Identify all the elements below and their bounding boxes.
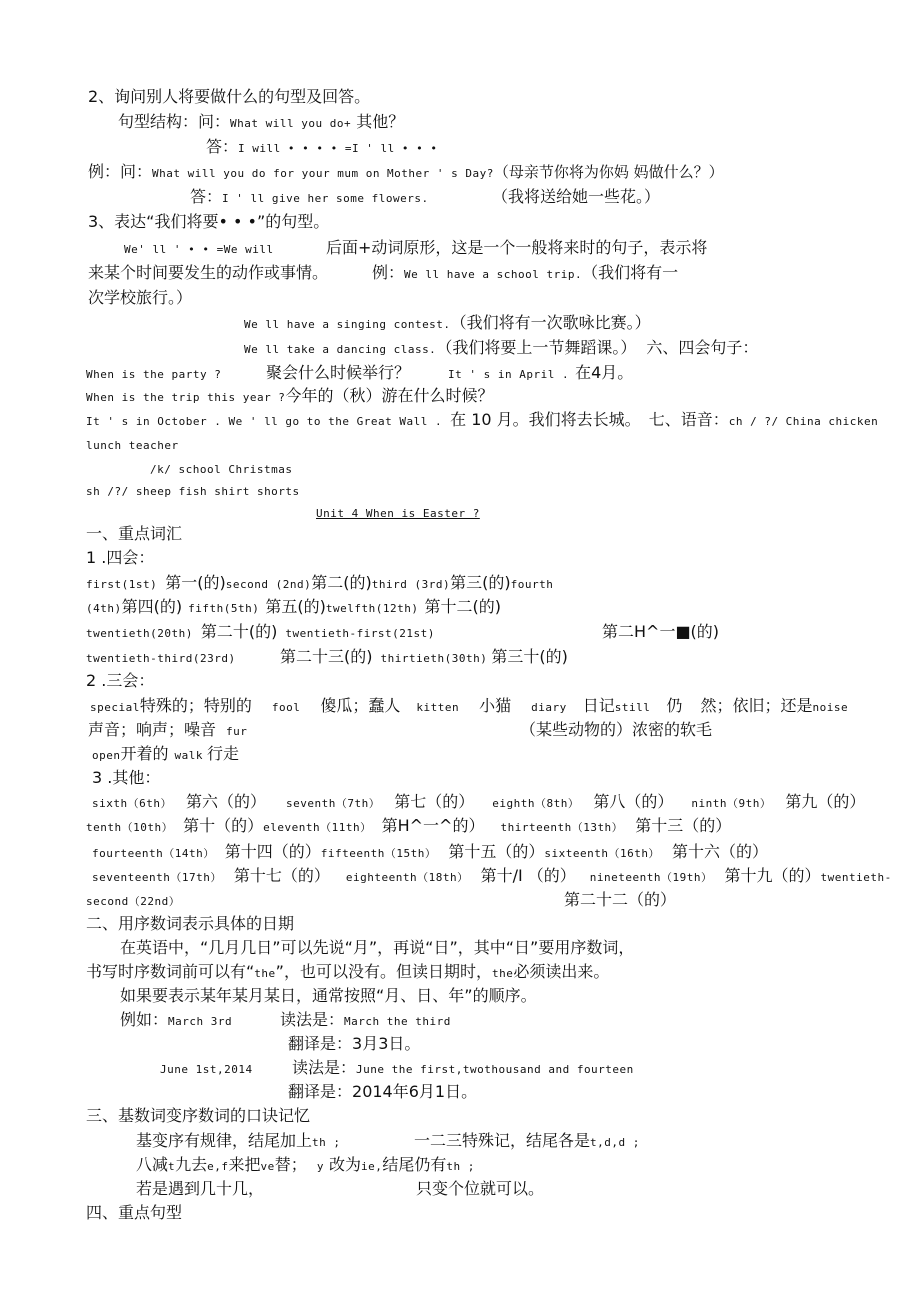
text: 在英语中，“几月几日”可以先说“月”，再说“日”，其中“日”要用序数词，: [120, 938, 635, 957]
english-text: March the third: [344, 1015, 451, 1028]
meaning: 第十二(的): [424, 597, 501, 616]
word: fourteenth（14th）: [92, 847, 215, 860]
dates-paragraph-1: [120, 938, 634, 958]
translation: 在4月。: [575, 363, 634, 382]
word: walk: [174, 749, 204, 762]
text: 句型结构：问：: [118, 112, 231, 131]
english-text: What will you do for your mum on Mother ' s Day?: [152, 167, 494, 180]
english-text: What will you do+: [230, 117, 352, 130]
text: 二、用序数词表示具体的日期: [86, 914, 295, 933]
text: 答：: [206, 137, 239, 156]
vocab-line-6-meaning: [520, 720, 712, 740]
date-example-1-reading: [280, 1010, 451, 1032]
meaning: 第三(的): [450, 573, 511, 592]
english-text: It ' s in April .: [448, 368, 570, 381]
text: 读法是：: [280, 1010, 345, 1029]
text: 2014年6月1日。: [352, 1082, 478, 1101]
example-question-line: [88, 162, 724, 184]
we-will-example-cont: [88, 288, 192, 308]
english-text: We' ll ' • • =We will: [124, 243, 274, 256]
english-text: ie,: [361, 1160, 383, 1173]
word: second（22nd）: [86, 895, 181, 908]
vocab-line-4-rest: [280, 647, 568, 669]
mnemonic-line-1b: [414, 1131, 640, 1153]
english-text: It ' s in October . We ' ll go to the Great Wall .: [86, 415, 443, 428]
pattern-answer-line: [206, 137, 437, 159]
date-example-2-reading: [292, 1058, 634, 1080]
text: 如果要表示某年某月某日，通常按照“月、日、年”的顺序。: [120, 986, 537, 1005]
word: twentieth-first(21st): [285, 627, 435, 640]
unit-4-title: Unit 4 When is Easter ?: [316, 507, 480, 520]
ordinal-line-2: [86, 816, 731, 838]
english-text: June 1st,2014: [160, 1063, 253, 1076]
vocab-line-2: [86, 597, 501, 619]
english-text: /k/ school Christmas: [150, 463, 293, 476]
meaning: 小猫: [479, 696, 512, 715]
word: thirteenth（13th）: [500, 821, 624, 834]
meaning: 第一(的): [165, 573, 226, 592]
date-example-2: [160, 1058, 253, 1080]
meaning: 第七（的）: [394, 792, 475, 811]
english-text: June the first,twothousand and fourteen: [356, 1063, 634, 1076]
date-example-2-translation: [288, 1082, 477, 1102]
sentence-april: [448, 363, 633, 385]
word: third (3rd): [371, 578, 451, 591]
translation: 在 10 月。我们将去长城。: [450, 410, 641, 429]
text: 3月3日。: [352, 1034, 421, 1053]
word: first(1st): [86, 578, 158, 591]
heading-mnemonic: [86, 1106, 310, 1126]
vocab-line-3: [86, 622, 435, 644]
text: 四、重点句型: [86, 1203, 183, 1222]
text: 书写时序数词前可以有“: [86, 962, 255, 981]
meaning: 第H^一^的）: [381, 816, 485, 835]
word: fifth(5th): [188, 602, 260, 615]
english-text: th ;: [312, 1136, 341, 1149]
meaning: 第二H^一■(的): [602, 622, 720, 641]
phonics-ch-cont: [86, 434, 179, 456]
word: open: [92, 749, 121, 762]
vocab-line-1: [86, 573, 553, 595]
translation: 聚会什么时候举行？: [266, 363, 411, 382]
text: 翻译是：: [288, 1082, 353, 1101]
english-text: th ;: [446, 1160, 475, 1173]
sentence-october: [86, 410, 878, 432]
word: twelfth(12th): [325, 602, 419, 615]
meaning: 特殊的；特别的: [139, 696, 252, 715]
english-text: y: [316, 1160, 324, 1173]
text: 其他？: [351, 112, 405, 131]
heading-four-skill-sentences: 六、四会句子：: [646, 338, 759, 357]
translation: 次学校旅行。）: [88, 288, 193, 307]
meaning: 第六（的）: [185, 792, 266, 811]
vocab-line-5: [90, 696, 848, 718]
word: noise: [812, 701, 849, 714]
phonics-sh: [86, 480, 300, 502]
phonics-k: [150, 458, 292, 480]
meaning: 第十七（的）: [233, 866, 330, 885]
meaning: 第十/I （的）: [480, 866, 576, 885]
english-text: lunch teacher: [86, 439, 179, 452]
sentence-trip: [86, 386, 493, 408]
english-text: the: [491, 967, 514, 980]
mnemonic-line-3: [136, 1179, 264, 1199]
word: special: [90, 701, 140, 714]
meaning: 然；依旧；还是: [700, 696, 813, 715]
word: seventeenth（17th）: [92, 871, 222, 884]
text: 例如：: [120, 1010, 169, 1029]
example-singing: [244, 313, 651, 335]
text: 一二三特殊记，结尾各是: [414, 1131, 591, 1150]
word: sixteenth（16th）: [544, 847, 660, 860]
meaning: 第二十(的): [200, 622, 278, 641]
word: (4th): [86, 602, 122, 615]
heading-key-sentences: [86, 1203, 182, 1223]
english-text: When is the trip this year ?: [86, 391, 286, 404]
translation: 今年的（秋）游在什么时候？: [285, 386, 494, 405]
text: 翻译是：: [288, 1034, 353, 1053]
word: fur: [226, 725, 248, 738]
translation: （我将送给她一些花。）: [492, 187, 661, 206]
text: 若是遇到几十几，: [136, 1179, 265, 1198]
we-will-explanation-cont: [88, 263, 328, 283]
word: nineteenth（19th）: [589, 871, 713, 884]
meaning: 第四(的): [121, 597, 183, 616]
ordinal-line-1: [92, 792, 865, 814]
text: 替；: [274, 1155, 307, 1174]
english-text: ve: [260, 1160, 275, 1173]
meaning: 第九（的）: [785, 792, 866, 811]
heading-dates: [86, 914, 294, 934]
word: second (2nd): [225, 578, 312, 591]
meaning: 第三十(的): [491, 647, 568, 666]
word: twentieth-: [820, 871, 892, 884]
unit-title: [316, 502, 480, 524]
meaning: 第五(的): [265, 597, 326, 616]
text: 基变序有规律，结尾加上: [136, 1131, 313, 1150]
example-answer-translation: [492, 187, 660, 207]
text: 改为: [323, 1155, 362, 1174]
text: 后面+动词原形，这是一个一般将来时的句子，表示将: [326, 238, 708, 257]
vocab-line-6: [88, 720, 247, 742]
vocab-line-3-meaning: [602, 622, 719, 642]
heading-four-skill: [86, 548, 154, 568]
text: 必须读出来。: [513, 962, 610, 981]
text: 例：: [372, 263, 405, 282]
meaning: 第十三（的）: [635, 816, 732, 835]
ordinal-line-5: [86, 890, 180, 912]
heading-others: [92, 768, 160, 788]
heading-we-will: [88, 212, 329, 232]
meaning: 第十六（的）: [671, 842, 768, 861]
text: 2 .三会：: [86, 671, 155, 690]
english-text: e,f: [207, 1160, 229, 1173]
date-example-1: [120, 1010, 232, 1032]
text: 三、基数词变序数词的口诀记忆: [86, 1106, 311, 1125]
dates-paragraph-2: [86, 962, 609, 984]
word: twentieth-third(23rd): [86, 652, 236, 665]
text: 读法是：: [292, 1058, 357, 1077]
word: still: [614, 701, 651, 714]
english-text: We ll take a dancing class.: [244, 343, 437, 356]
word: seventh（7th）: [286, 797, 381, 810]
translation: （我们将有一: [582, 263, 679, 282]
sentence-party: [86, 363, 221, 385]
mnemonic-line-3b: [416, 1179, 544, 1199]
text: 3、表达“我们将要• • •”的句型。: [88, 212, 330, 231]
text: 九去: [175, 1155, 208, 1174]
heading-ask-plans: [88, 87, 370, 107]
text: 答：: [190, 187, 223, 206]
english-text: We ll have a singing contest.: [244, 318, 451, 331]
meaning: 声音；响声；噪音: [88, 720, 217, 739]
english-text: sh /?/ sheep fish shirt shorts: [86, 485, 300, 498]
dates-paragraph-3: [120, 986, 537, 1006]
text: 八减: [136, 1155, 169, 1174]
meaning: 第二十二（的）: [564, 890, 677, 909]
meaning: 仍: [666, 696, 683, 715]
we-will-rule: [124, 238, 274, 260]
ordinal-line-4: [92, 866, 892, 888]
we-will-example: [372, 263, 678, 285]
text: 1 .四会：: [86, 548, 155, 567]
translation: （我们将有一次歌咏比赛。）: [450, 313, 651, 332]
text: 结尾仍有: [382, 1155, 447, 1174]
meaning: 行走: [207, 744, 240, 763]
meaning: 日记: [582, 696, 615, 715]
meaning: 第八（的）: [593, 792, 674, 811]
mnemonic-line-1: [136, 1131, 341, 1153]
word: fool: [271, 701, 301, 714]
text: 一、重点词汇: [86, 524, 183, 543]
word: twentieth(20th): [86, 627, 193, 640]
english-text: We ll have a school trip.: [404, 268, 583, 281]
pattern-structure-line: [118, 112, 404, 134]
english-text: the: [254, 967, 276, 980]
meaning: 第十五（的）: [448, 842, 545, 861]
heading-three-skill: [86, 671, 154, 691]
english-text: t,d,d ;: [590, 1136, 640, 1149]
translation: （母亲节你将为你妈 妈做什么？）: [493, 163, 724, 181]
meaning: 第十四（的）: [224, 842, 321, 861]
date-example-1-translation: [288, 1034, 420, 1054]
meaning: 第十九（的）: [724, 866, 821, 885]
example-dancing: [244, 338, 758, 360]
text: 来把: [228, 1155, 261, 1174]
ordinal-line-5-meaning: [564, 890, 676, 910]
text: 2、询问别人将要做什么的句型及回答。: [88, 87, 371, 106]
heading-phonics: 七、语音：: [648, 410, 729, 429]
vocab-line-4: [86, 647, 236, 669]
phonics-ch: ch / ?/ China chicken: [728, 415, 879, 428]
meaning: （某些动物的）浓密的软毛: [520, 720, 713, 739]
word: thirtieth(30th): [380, 652, 488, 665]
meaning: 第十（的）: [183, 816, 264, 835]
mnemonic-line-2: [136, 1155, 475, 1177]
english-text: When is the party ?: [86, 368, 222, 381]
sentence-party-translation: [266, 363, 410, 383]
text: 来某个时间要发生的动作或事情。: [88, 263, 329, 282]
translation: （我们将要上一节舞蹈课。）: [436, 338, 637, 357]
word: eighteenth（18th）: [345, 871, 469, 884]
english-text: I ' ll give her some flowers.: [222, 192, 429, 205]
english-text: t: [168, 1160, 176, 1173]
text: 3 .其他：: [92, 768, 161, 787]
meaning: 第二(的): [311, 573, 372, 592]
word: eighth（8th）: [492, 797, 580, 810]
word: fourth: [510, 578, 554, 591]
word: eleventh（11th）: [263, 821, 372, 834]
word: ninth（9th）: [691, 797, 772, 810]
word: diary: [531, 701, 567, 714]
word: tenth（10th）: [86, 821, 174, 834]
text: ”，也可以没有。但读日期时，: [275, 962, 492, 981]
text: 例：问：: [88, 162, 153, 181]
word: kitten: [416, 701, 460, 714]
english-text: March 3rd: [168, 1015, 233, 1028]
meaning: 傻瓜；蠢人: [320, 696, 401, 715]
word: fifteenth（15th）: [320, 847, 437, 860]
word: sixth（6th）: [92, 797, 172, 810]
heading-key-vocabulary: [86, 524, 182, 544]
meaning: 第二十三(的): [280, 647, 373, 666]
vocab-line-7: [92, 744, 239, 766]
meaning: 开着的: [120, 744, 169, 763]
text: 只变个位就可以。: [416, 1179, 545, 1198]
we-will-explanation: [326, 238, 707, 258]
english-text: I will • • • • =I ' ll • • •: [238, 142, 438, 155]
ordinal-line-3: [92, 842, 768, 864]
example-answer-line: [190, 187, 429, 209]
